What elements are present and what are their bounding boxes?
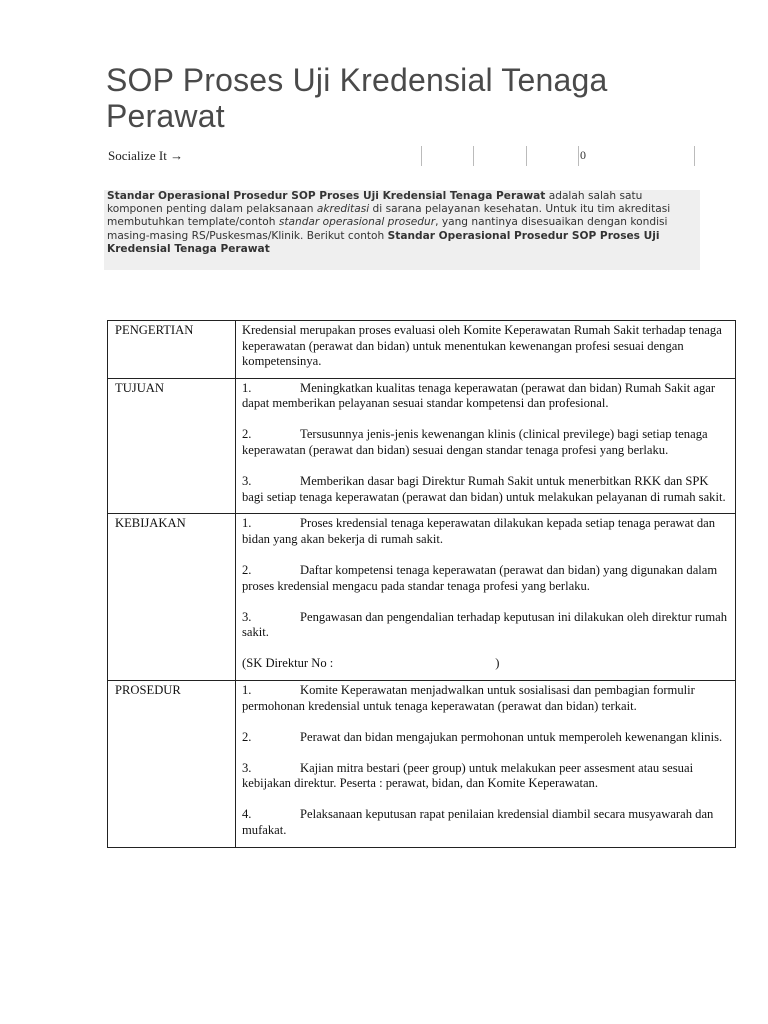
share-slot-divider xyxy=(473,146,474,166)
list-item xyxy=(242,610,729,641)
row-pengertian xyxy=(108,321,736,379)
intro-bold-tail: Standar Operasional Prosedur SOP Proses Uji Kredensial Tenaga Perawat xyxy=(107,229,660,255)
list-item xyxy=(242,683,729,714)
row-prosedur xyxy=(108,681,736,848)
sk-label: (SK Direktur No : xyxy=(242,656,334,671)
item-number: 4. xyxy=(242,807,252,822)
share-slot-divider xyxy=(694,146,695,166)
intro-italic: standar operasional prosedur xyxy=(278,216,436,229)
row-content xyxy=(236,321,736,379)
pengertian-text: Kredensial merupakan proses evaluasi oleh Komite Keperawatan Rumah Sakit terhadap tenaga keperawatan (perawat dan bidan) untuk menentukan kewenangan profesi sesuai dengan kompetensinya. xyxy=(242,323,722,369)
list-item xyxy=(242,516,729,547)
item-number: 1. xyxy=(242,380,252,395)
sop-table xyxy=(107,320,736,848)
intro-text: di sarana pelayanan kesehatan. Untuk itu tim akreditasi membutuhkan template/contoh xyxy=(107,203,671,229)
sk-reference xyxy=(242,656,729,672)
row-content xyxy=(236,681,736,848)
row-label: PENGERTIAN xyxy=(108,321,236,379)
row-content xyxy=(236,378,736,514)
intro-bold-lead: Standar Operasional Prosedur SOP Proses Uji Kredensial Tenaga Perawat xyxy=(107,190,546,202)
list-item xyxy=(242,563,729,594)
list-item xyxy=(242,807,729,838)
item-number: 3. xyxy=(242,474,252,489)
item-number: 2. xyxy=(242,427,252,442)
list-item xyxy=(242,381,729,412)
item-text: Meningkatkan kualitas tenaga keperawatan (perawat dan bidan) Rumah Sakit agar dapat memberikan pelayanan sesuai standar kompetensi dan profesional. xyxy=(242,380,716,411)
row-label: TUJUAN xyxy=(108,378,236,514)
item-number: 1. xyxy=(242,516,252,531)
list-item xyxy=(242,474,729,505)
item-number: 1. xyxy=(242,683,252,697)
item-text: Tersusunnya jenis-jenis kewenangan klinis (clinical previlege) bagi setiap tenaga keperawatan (perawat dan bidan) sesuai dengan standar tenaga profesi yang berlaku. xyxy=(242,427,708,458)
item-text: Proses kredensial tenaga keperawatan dilakukan kepada setiap tenaga perawat dan bidan yang akan bekerja di rumah sakit. xyxy=(242,516,716,546)
share-slot-divider xyxy=(526,146,527,166)
share-slot-divider xyxy=(421,146,422,166)
list-item xyxy=(242,730,729,746)
row-label: PROSEDUR xyxy=(108,681,236,848)
social-share-bar xyxy=(108,146,698,168)
row-tujuan xyxy=(108,378,736,514)
row-label: KEBIJAKAN xyxy=(108,514,236,681)
row-content xyxy=(236,514,736,681)
sk-close: ) xyxy=(495,656,500,671)
row-kebijakan xyxy=(108,514,736,681)
socialize-label: Socialize It → xyxy=(108,148,184,163)
item-number: 3. xyxy=(242,760,252,775)
item-text: Perawat dan bidan mengajukan permohonan untuk memperoleh kewenangan klinis. xyxy=(300,729,723,744)
item-text: Pengawasan dan pengendalian terhadap keputusan ini dilakukan oleh direktur rumah sakit. xyxy=(242,609,728,640)
share-count: 0 xyxy=(580,148,586,162)
intro-text: , yang nantinya disesuaikan dengan kondisi masing-masing RS/Puskesmas/Klinik. Berikut contoh xyxy=(107,216,668,242)
item-text: Kajian mitra bestari (peer group) untuk melakukan peer assesment atau sesuai kebijakan direktur. Peserta : perawat, bidan, dan Komite Keperawatan. xyxy=(242,760,694,791)
item-text: Daftar kompetensi tenaga keperawatan (perawat dan bidan) yang digunakan dalam proses kredensial mengacu pada standar tenaga profesi yang berlaku. xyxy=(242,563,718,593)
item-number: 3. xyxy=(242,609,252,624)
list-item xyxy=(242,761,729,792)
intro-text: adalah salah satu komponen penting dalam pelaksanaan xyxy=(107,190,643,216)
intro-paragraph xyxy=(104,190,700,270)
list-item xyxy=(242,427,729,458)
item-text: Komite Keperawatan menjadwalkan untuk sosialisasi dan pembagian formulir permohonan kredensial untuk tenaga keperawatan (perawat dan bidan) terkait. xyxy=(242,683,695,713)
page-title: SOP Proses Uji Kredensial Tenaga Perawat xyxy=(106,62,608,134)
share-slot-divider xyxy=(578,146,579,166)
intro-italic: akreditasi xyxy=(316,203,370,216)
item-text: Pelaksanaan keputusan rapat penilaian kredensial diambil secara musyawarah dan mufakat. xyxy=(242,807,714,838)
item-number: 2. xyxy=(242,729,252,744)
item-number: 2. xyxy=(242,563,252,578)
item-text: Memberikan dasar bagi Direktur Rumah Sakit untuk menerbitkan RKK dan SPK bagi setiap tenaga keperawatan (perawat dan bidan) untuk melakukan pelayanan di rumah sakit. xyxy=(242,474,726,504)
